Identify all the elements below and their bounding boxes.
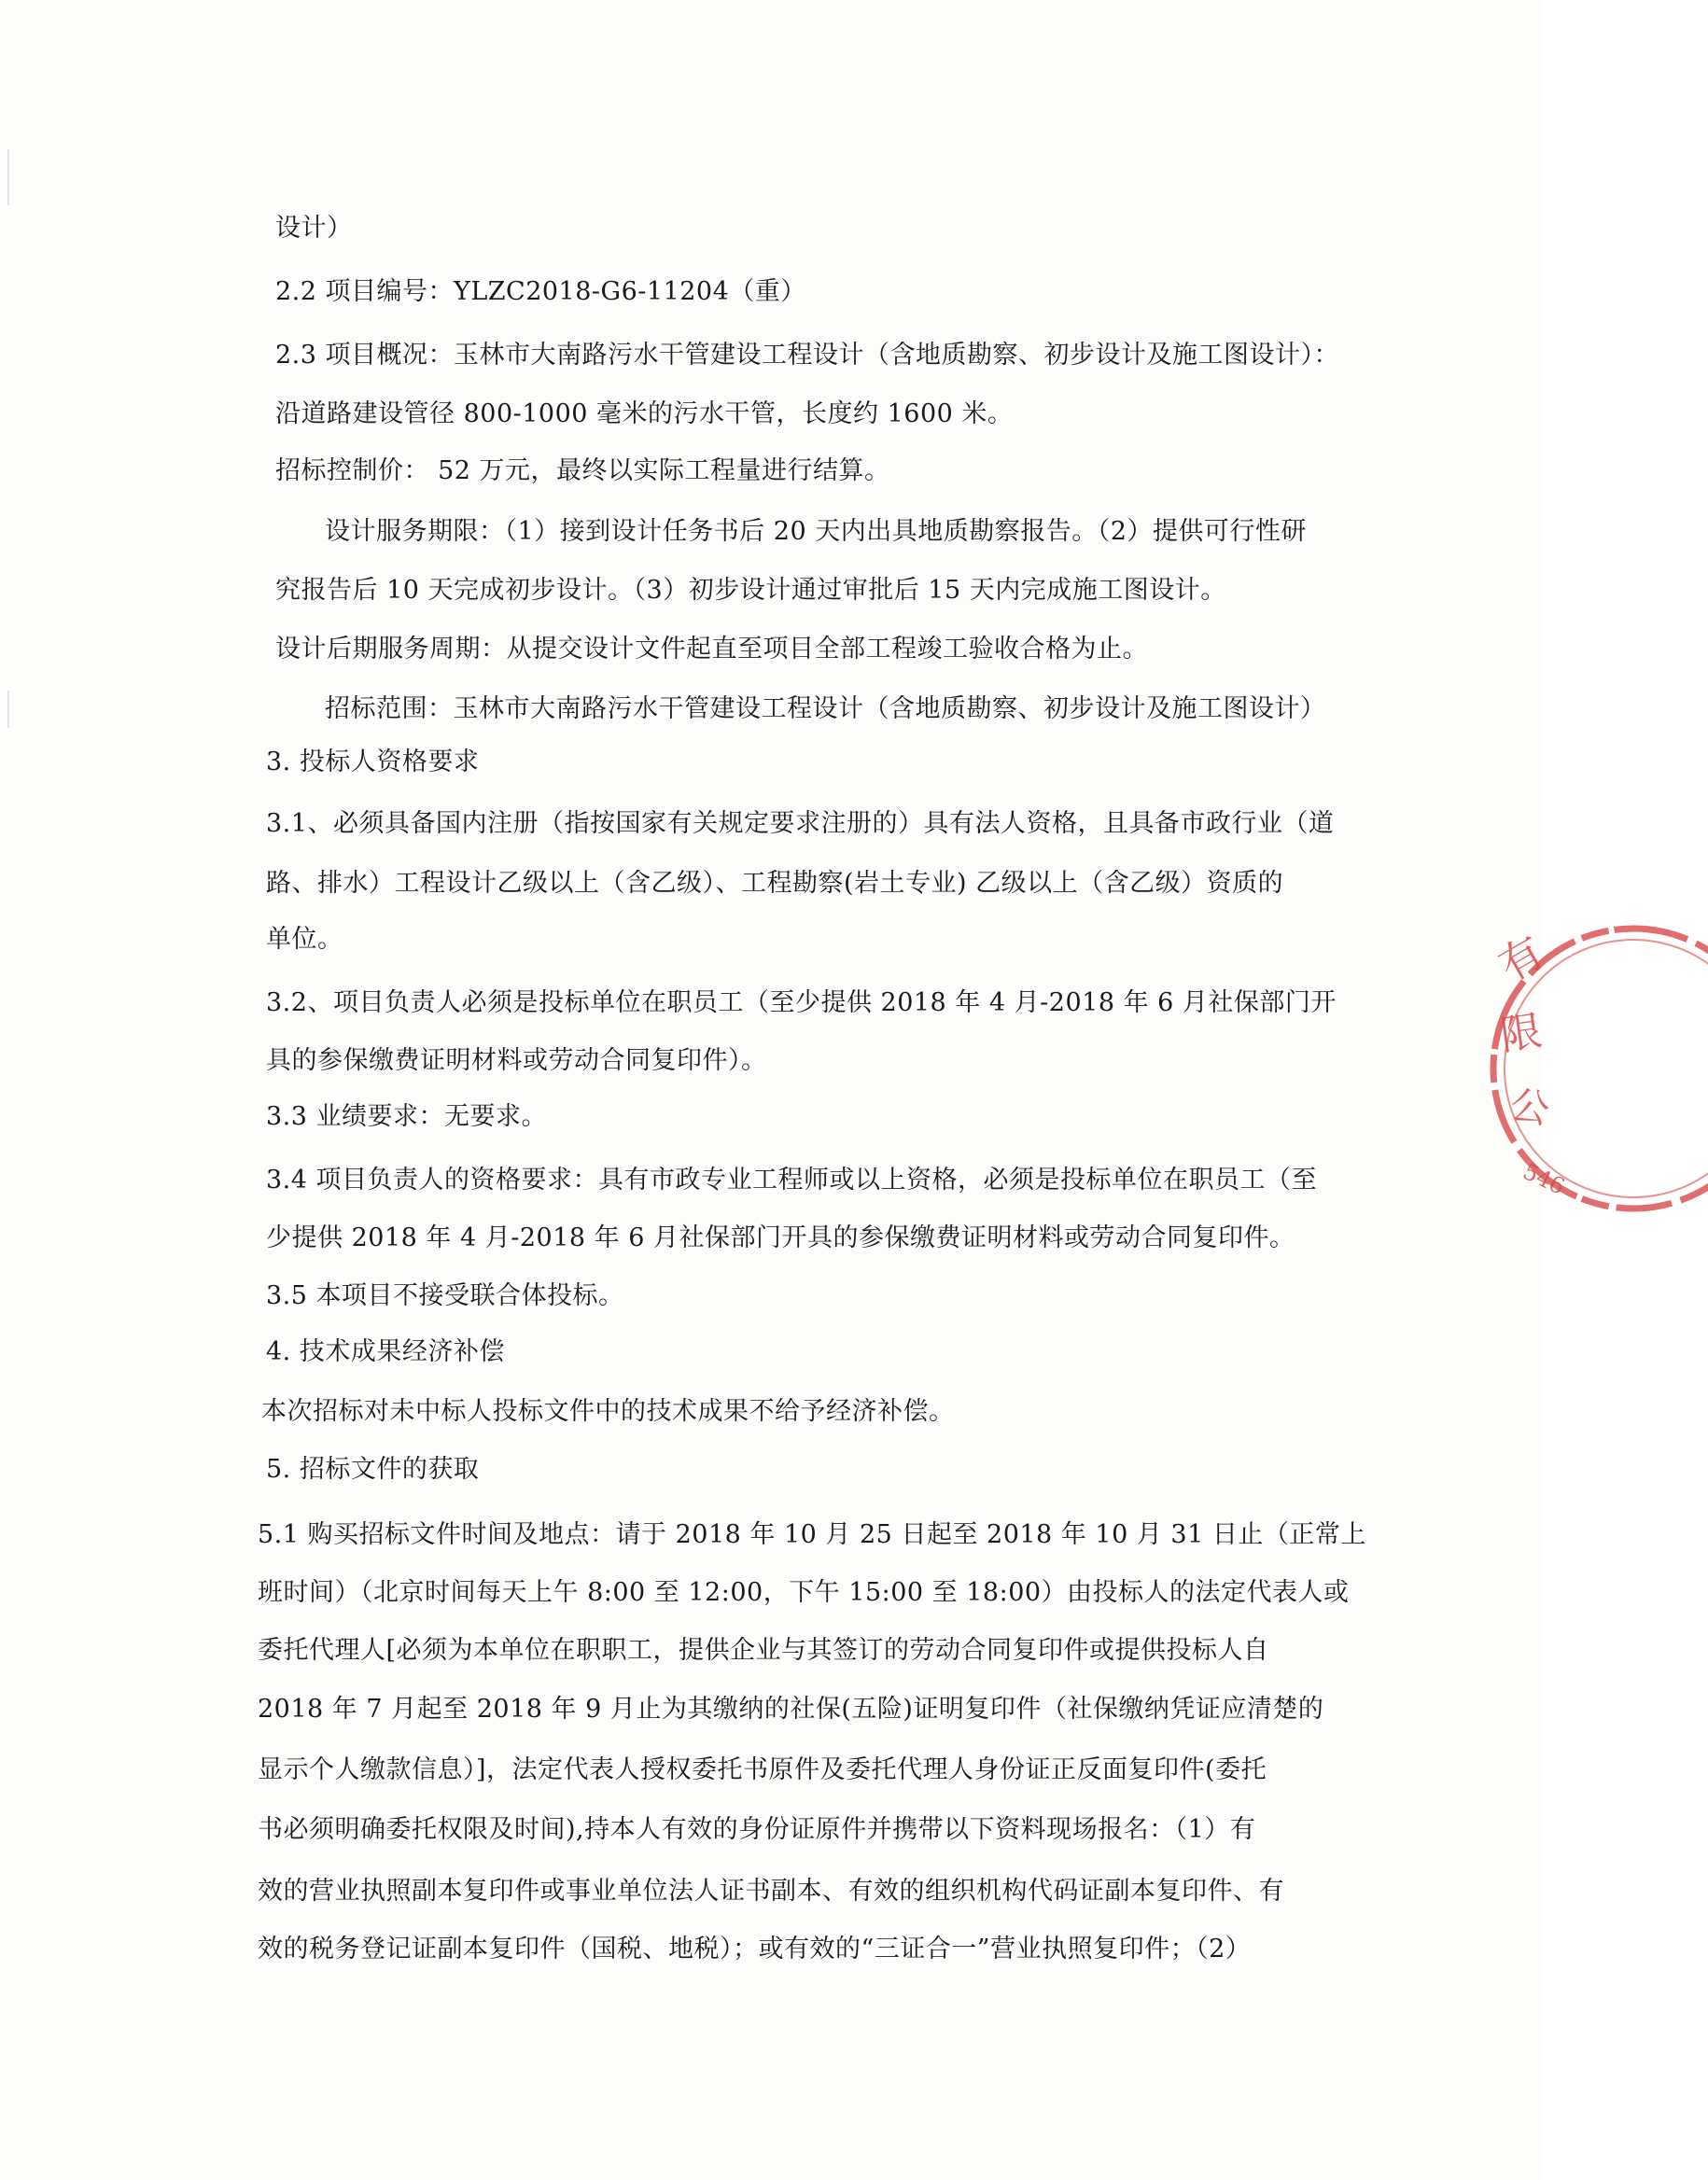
qualification-3-5-line: 3.5 本项目不接受联合体投标。 bbox=[266, 1281, 624, 1310]
obtain-documents-5-1-line-8: 效的税务登记证副本复印件（国税、地税）；或有效的“三证合一”营业执照复印件；（2） bbox=[258, 1935, 1252, 1963]
design-service-period-line: 设计服务期限：（1）接到设计任务书后 20 天内出具地质勘察报告。（2）提供可行性研 bbox=[325, 517, 1307, 546]
bid-scope-line: 招标范围：玉林市大南路污水干管建设工程设计（含地质勘察、初步设计及施工图设计） bbox=[325, 694, 1326, 723]
section-heading-compensation: 4. 技术成果经济补偿 bbox=[266, 1337, 505, 1366]
svg-text:546: 546 bbox=[1519, 1158, 1569, 1200]
bid-control-price-line: 招标控制价： 52 万元，最终以实际工程量进行结算。 bbox=[275, 456, 890, 485]
qualification-3-1-line-2: 路、排水）工程设计乙级以上（含乙级）、工程勘察(岩土专业) 乙级以上（含乙级）资质的 bbox=[266, 869, 1284, 898]
section-heading-qualification: 3. 投标人资格要求 bbox=[266, 748, 480, 776]
qualification-3-4-line: 3.4 项目负责人的资格要求：具有市政专业工程师或以上资格，必须是投标单位在职员工（至 bbox=[266, 1166, 1318, 1195]
scan-edge-mark bbox=[7, 691, 9, 728]
qualification-3-1-line: 3.1、必须具备国内注册（指按国家有关规定要求注册的）具有法人资格，且具备市政行业（道 bbox=[266, 809, 1335, 838]
qualification-3-3-line: 3.3 业绩要求：无要求。 bbox=[266, 1102, 548, 1131]
seal-graphic bbox=[1484, 910, 1708, 1227]
svg-text:公: 公 bbox=[1506, 1081, 1554, 1134]
qualification-3-2-line: 3.2、项目负责人必须是投标单位在职员工（至少提供 2018 年 4 月-2018 年 6 月社保部门开 bbox=[266, 988, 1337, 1017]
obtain-documents-5-1-line-7: 效的营业执照副本复印件或事业单位法人证书副本、有效的组织机构代码证副本复印件、有 bbox=[258, 1877, 1284, 1906]
project-overview-line: 2.3 项目概况：玉林市大南路污水干管建设工程设计（含地质勘察、初步设计及施工图设计）： bbox=[275, 341, 1340, 370]
svg-text:有: 有 bbox=[1490, 926, 1553, 992]
obtain-documents-5-1-line-4: 2018 年 7 月起至 2018 年 9 月止为其缴纳的社保(五险)证明复印件（社保缴纳凭证应清楚的 bbox=[258, 1695, 1324, 1724]
obtain-documents-5-1-line-2: 班时间）（北京时间每天上午 8:00 至 12:00，下午 15:00 至 18:00）由投标人的法定代表人或 bbox=[258, 1578, 1350, 1607]
obtain-documents-5-1-line-6: 书必须明确委托权限及时间),持本人有效的身份证原件并携带以下资料现场报名：（1）有 bbox=[258, 1815, 1256, 1844]
compensation-line: 本次招标对未中标人投标文件中的技术成果不给予经济补偿。 bbox=[261, 1397, 955, 1426]
project-number-line: 2.2 项目编号：YLZC2018-G6-11204（重） bbox=[275, 277, 806, 306]
svg-text:限: 限 bbox=[1497, 1007, 1546, 1060]
design-service-period-line-2: 究报告后 10 天完成初步设计。（3）初步设计通过审批后 15 天内完成施工图设计。 bbox=[275, 576, 1226, 605]
text-line-continuation: 设计） bbox=[275, 214, 353, 243]
obtain-documents-5-1-line-3: 委托代理人[必须为本单位在职职工，提供企业与其签订的劳动合同复印件或提供投标人自 bbox=[258, 1636, 1269, 1665]
qualification-3-2-line-2: 具的参保缴费证明材料或劳动合同复印件）。 bbox=[266, 1046, 767, 1075]
obtain-documents-5-1-line-5: 显示个人缴款信息）]，法定代表人授权委托书原件及委托代理人身份证正反面复印件(委托 bbox=[258, 1755, 1267, 1784]
scan-edge-mark bbox=[7, 149, 9, 205]
company-seal-stamp bbox=[1484, 910, 1708, 1227]
qualification-3-1-line-3: 单位。 bbox=[266, 925, 343, 954]
section-heading-obtain-documents: 5. 招标文件的获取 bbox=[266, 1455, 480, 1484]
post-design-service-line: 设计后期服务周期：从提交设计文件起直至项目全部工程竣工验收合格为止。 bbox=[275, 635, 1148, 664]
obtain-documents-5-1-line: 5.1 购买招标文件时间及地点：请于 2018 年 10 月 25 日起至 2018 年 10 月 31 日止（正常上 bbox=[258, 1520, 1366, 1549]
qualification-3-4-line-2: 少提供 2018 年 4 月-2018 年 6 月社保部门开具的参保缴费证明材料或劳动合同复印件。 bbox=[266, 1223, 1295, 1252]
project-overview-line-2: 沿道路建设管径 800-1000 毫米的污水干管，长度约 1600 米。 bbox=[275, 399, 1014, 428]
